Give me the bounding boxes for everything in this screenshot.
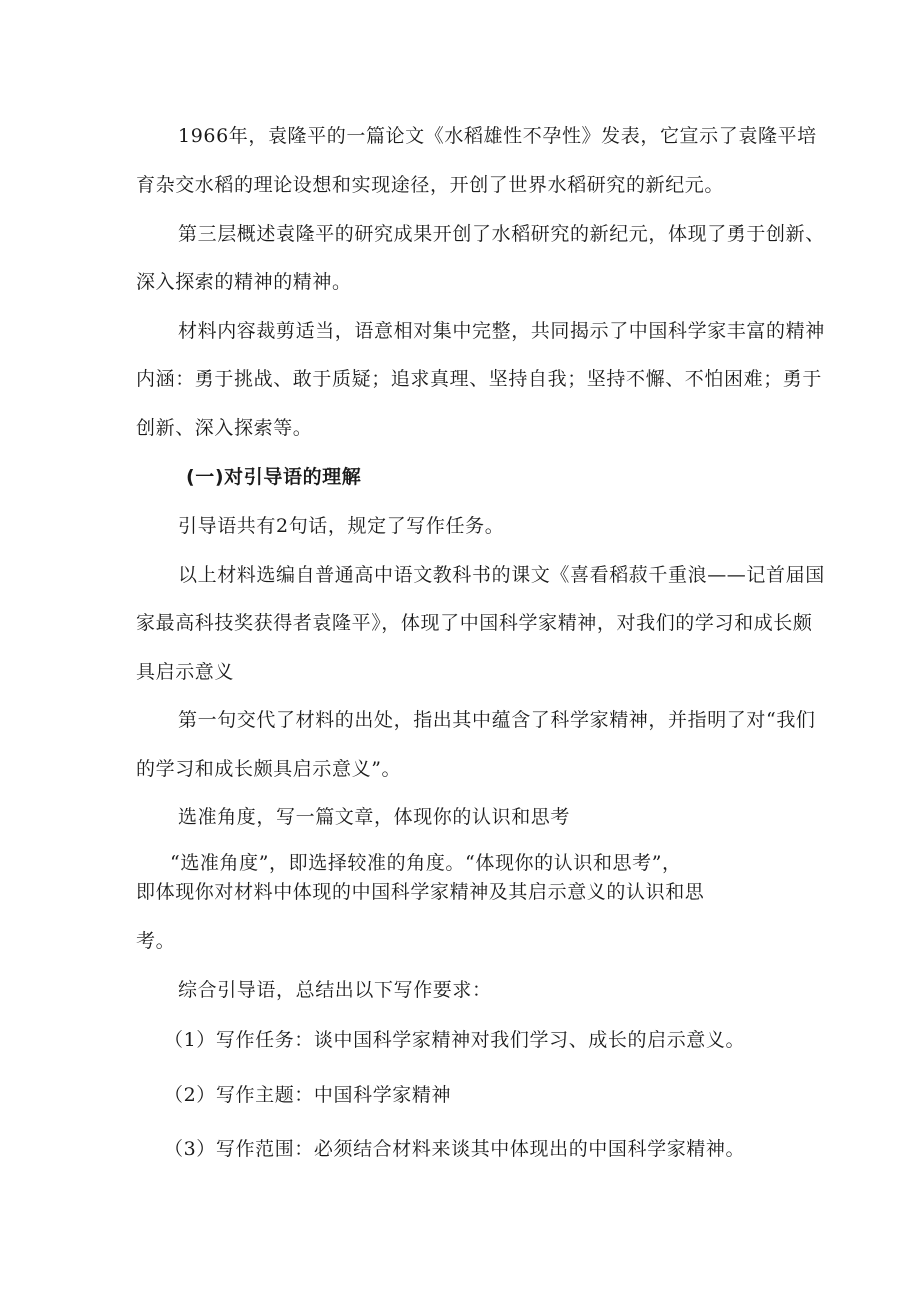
paragraph-line: 内涵：勇于挑战、敢于质疑；追求真理、坚持自我；坚持不懈、不怕困难；勇于 xyxy=(136,368,823,390)
paragraph-line: 以上材料选编自普通高中语文教科书的课文《喜看稻菽千重浪——记首届国 xyxy=(178,564,825,586)
section-heading: (一)对引导语的理解 xyxy=(186,466,362,488)
paragraph-line: 创新、深入探索等。 xyxy=(136,417,313,439)
paragraph-line: 材料内容裁剪适当，语意相对集中完整，共同揭示了中国科学家丰富的精神 xyxy=(178,320,825,342)
paragraph-line: 第三层概述袁隆平的研究成果开创了水稻研究的新纪元，体现了勇于创新、 xyxy=(178,223,825,245)
paragraph-line: 考。 xyxy=(136,930,176,952)
paragraph-line: 综合引导语，总结出以下写作要求： xyxy=(178,979,492,1001)
paragraph-line: 第一句交代了材料的出处，指出其中蕴含了科学家精神，并指明了对“我们 xyxy=(178,709,816,731)
paragraph-line: 1966年，袁隆平的一篇论文《水稻雄性不孕性》发表，它宣示了袁隆平培 xyxy=(178,125,817,147)
paragraph-line: “选准角度”，即选择较准的角度。“体现你的认识和思考”， xyxy=(170,852,682,874)
paragraph-line: 深入探索的精神的精神。 xyxy=(136,271,352,293)
paragraph-line: 家最高科技奖获得者袁隆平》，体现了中国科学家精神，对我们的学习和成长颇 xyxy=(136,612,813,634)
list-item: （2）写作主题：中国科学家精神 xyxy=(164,1084,452,1106)
list-item: （3）写作范围：必须结合材料来谈其中体现出的中国科学家精神。 xyxy=(164,1138,746,1160)
paragraph-line: 引导语共有2句话，规定了写作任务。 xyxy=(178,515,505,537)
paragraph-line: 即体现你对材料中体现的中国科学家精神及其启示意义的认识和思 xyxy=(136,881,705,903)
paragraph-line: 育杂交水稻的理论设想和实现途径，开创了世界水稻研究的新纪元。 xyxy=(136,174,725,196)
paragraph-line: 的学习和成长颇具启示意义”。 xyxy=(136,758,402,780)
list-item: （1）写作任务：谈中国科学家精神对我们学习、成长的启示意义。 xyxy=(164,1029,746,1051)
paragraph-line: 选准角度，写一篇文章，体现你的认识和思考 xyxy=(178,806,571,828)
paragraph-line: 具启示意义 xyxy=(136,661,235,683)
